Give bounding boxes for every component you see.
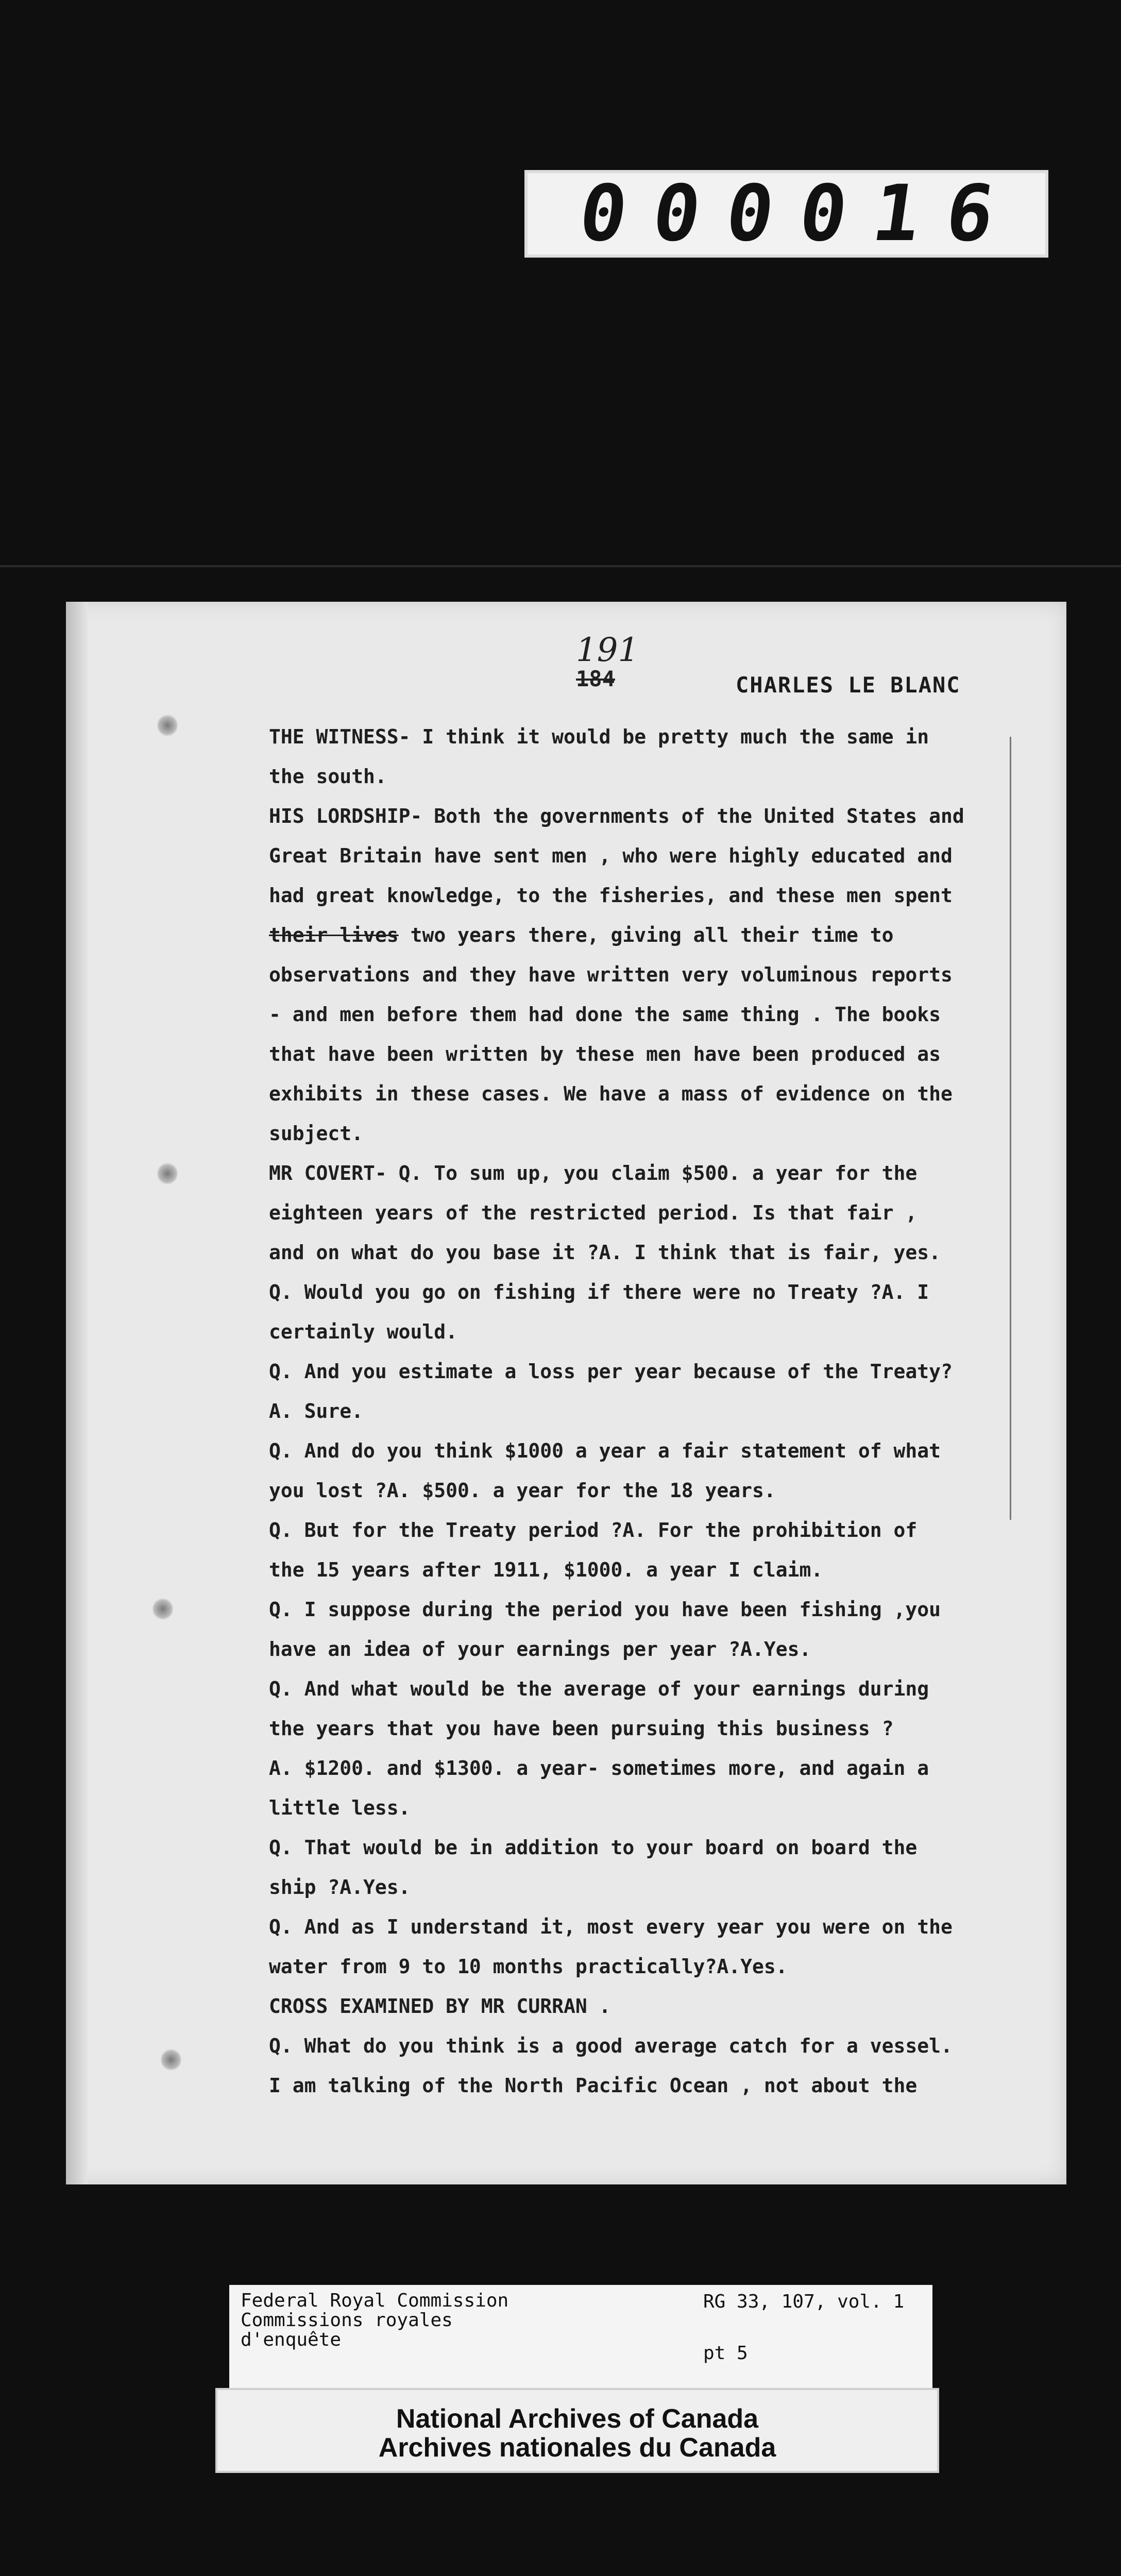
text-line: eighteen years of the restricted period. Is that fair , (269, 1201, 918, 1224)
part-number: pt 5 (703, 2343, 748, 2364)
text-line: have an idea of your earnings per year ?A.Yes. (269, 1638, 811, 1660)
transcript-body (269, 717, 1011, 2106)
text-line: ship ?A.Yes. (269, 1876, 411, 1899)
commission-line-en: Federal Royal Commission (241, 2290, 509, 2311)
punch-hole-icon (161, 2048, 181, 2072)
punch-hole-icon (157, 714, 178, 737)
text-line: I am talking of the North Pacific Ocean , not about the (269, 2074, 918, 2097)
text-line: HIS LORDSHIP- Both the governments of the United States and (269, 805, 964, 827)
commission-line-fr: Commissions royales (241, 2310, 453, 2331)
text-line: that have been written by these men have been produced as (269, 1043, 941, 1065)
text-line: Q. And you estimate a loss per year because of the Treaty? (269, 1360, 953, 1383)
archives-name-en: National Archives of Canada (396, 2404, 759, 2434)
text-line: certainly would. (269, 1320, 458, 1343)
text-line: Q. And what would be the average of your earnings during (269, 1677, 929, 1700)
text-line: had great knowledge, to the fisheries, and these men spent (269, 884, 953, 907)
text-line: - and men before them had done the same thing . The books (269, 1003, 941, 1026)
text-line: the south. (269, 765, 387, 788)
witness-name-header: CHARLES LE BLANC (736, 672, 961, 698)
text-line: Q. But for the Treaty period ?A. For the prohibition of (269, 1519, 918, 1541)
text-line: A. $1200. and $1300. a year- sometimes more, and again a (269, 1757, 929, 1780)
archives-name-fr: Archives nationales du Canada (378, 2433, 776, 2463)
commission-name (241, 2291, 508, 2350)
text-line: and on what do you base it ?A. I think that is fair, yes. (269, 1241, 941, 1264)
text-line: Great Britain have sent men , who were highly educated and (269, 844, 953, 867)
text-line: subject. (269, 1122, 364, 1145)
text-line: Q. What do you think is a good average catch for a vessel. (269, 2035, 953, 2057)
frame-number: 000016 (573, 169, 1026, 259)
page-number-handwritten: 191 (576, 631, 639, 669)
text-line: water from 9 to 10 months practically?A.Yes. (269, 1955, 788, 1978)
text-line (269, 916, 1011, 955)
struck-text: their lives (269, 924, 399, 946)
text-line: Q. And do you think $1000 a year a fair statement of what (269, 1439, 941, 1462)
text-line: you lost ?A. $500. a year for the 18 years. (269, 1479, 776, 1502)
text-line: CROSS EXAMINED BY MR CURRAN . (269, 1995, 611, 2018)
text-line: exhibits in these cases. We have a mass of evidence on the (269, 1082, 953, 1105)
archives-banner (215, 2388, 939, 2473)
text-line: little less. (269, 1797, 411, 1819)
text-line: THE WITNESS- I think it would be pretty much the same in (269, 725, 929, 748)
frame-number-label (524, 170, 1048, 258)
text-line: MR COVERT- Q. To sum up, you claim $500. a year for the (269, 1162, 918, 1184)
page-number-struck: 184 (576, 666, 615, 691)
text-line: observations and they have written very voluminous reports (269, 963, 953, 986)
text-line: Q. Would you go on fishing if there were no Treaty ?A. I (269, 1281, 929, 1303)
text-line: the 15 years after 1911, $1000. a year I claim. (269, 1558, 823, 1581)
record-group-ref: RG 33, 107, vol. 1 (703, 2291, 905, 2312)
film-rule (0, 565, 1121, 567)
text-line-rest: two years there, giving all their time to (410, 924, 894, 946)
punch-hole-icon (152, 1597, 173, 1621)
text-line: Q. I suppose during the period you have been fishing ,you (269, 1598, 941, 1621)
archive-reference-label (229, 2285, 932, 2388)
text-line: the years that you have been pursuing this business ? (269, 1717, 894, 1740)
text-line: Q. That would be in addition to your board on board the (269, 1836, 918, 1859)
text-line: Q. And as I understand it, most every year you were on the (269, 1916, 953, 1938)
commission-line-fr-2: d'enquête (241, 2329, 342, 2350)
punch-hole-icon (157, 1162, 178, 1185)
text-line: A. Sure. (269, 1400, 364, 1422)
